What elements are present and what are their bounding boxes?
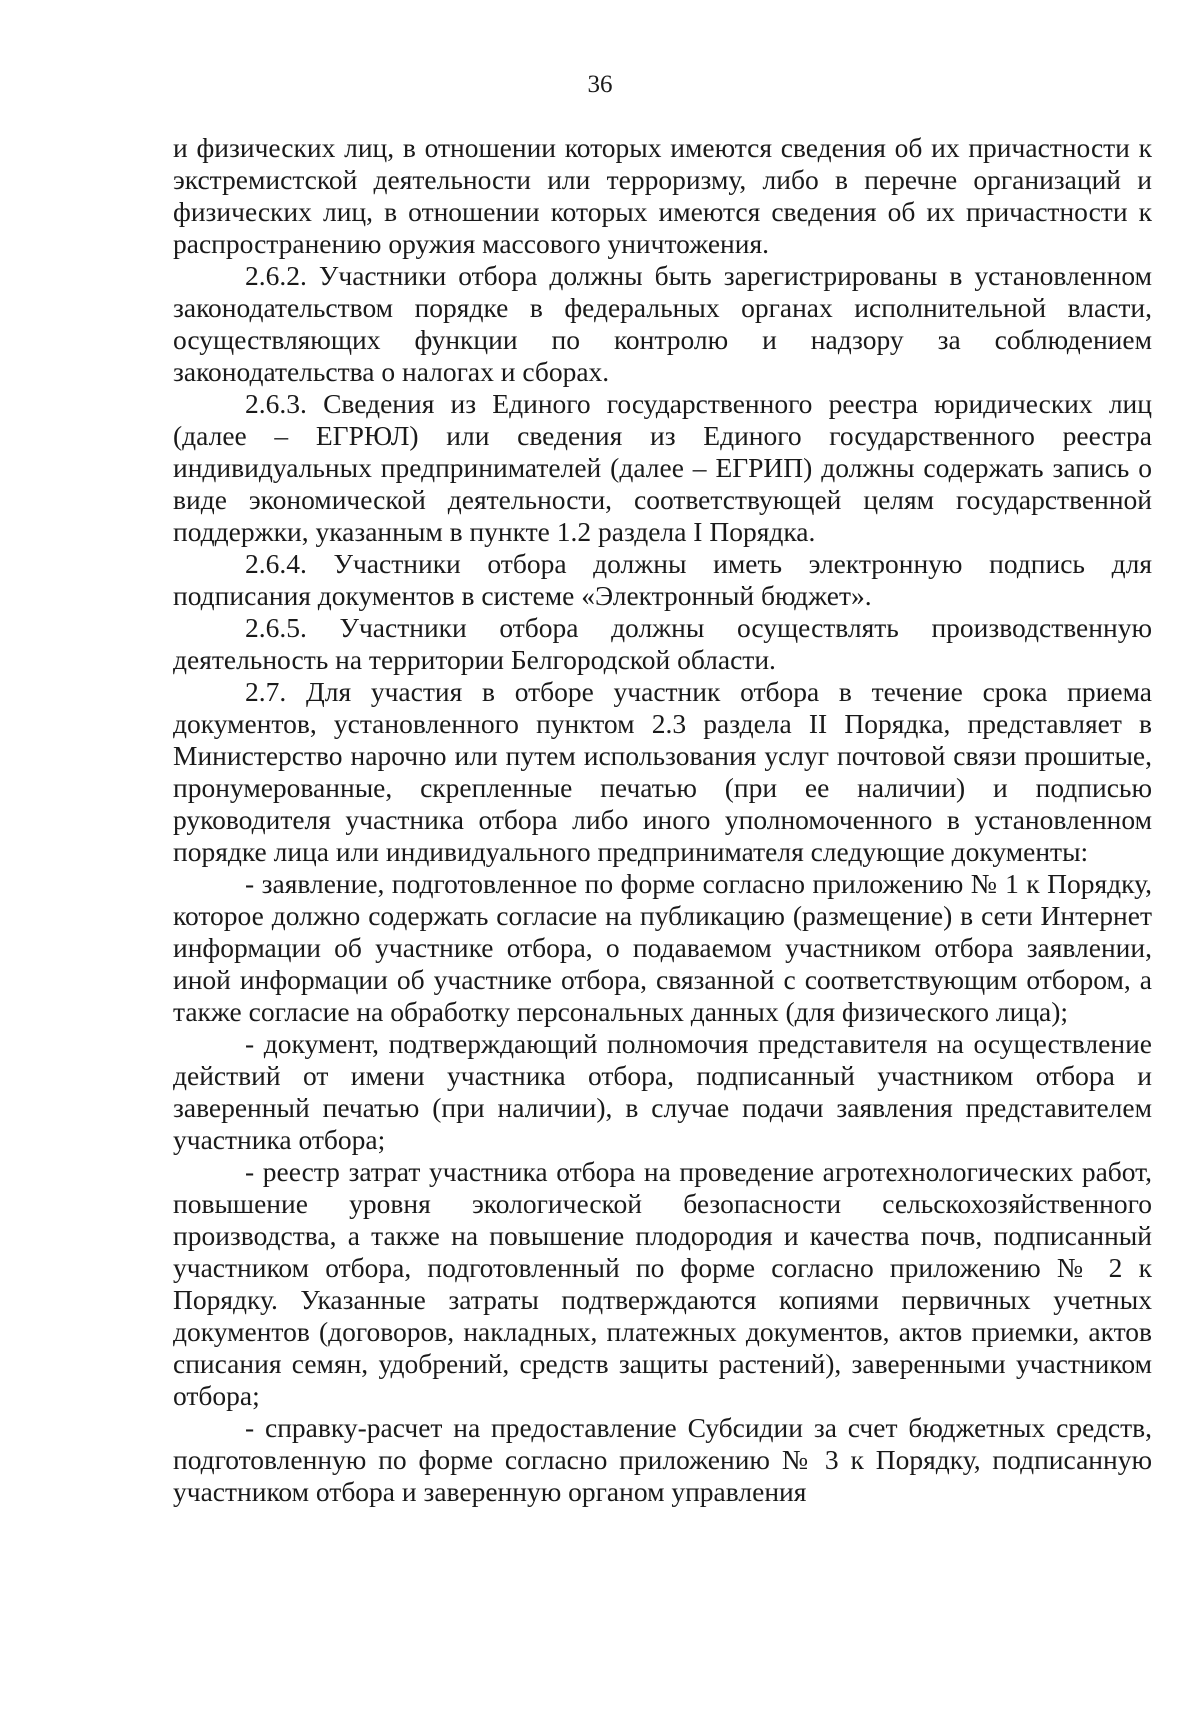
document-body xyxy=(173,132,1152,1508)
paragraph-continuation: и физических лиц, в отношении которых имеются сведения об их причастности к экстремистской деятельности или терроризму, либо в перечне организаций и физических лиц, в отношении которых имеются сведения об их причастности к распространению оружия массового уничтожения. xyxy=(173,132,1152,259)
paragraph-2-6-4: 2.6.4. Участники отбора должны иметь электронную подпись для подписания документов в системе «Электронный бюджет». xyxy=(173,548,1152,611)
list-item-cost-register: - реестр затрат участника отбора на проведение агротехнологических работ, повышение уровня экологической безопасности сельскохозяйственного производства, а также на повышение плодородия и качества почв, подписанный участником отбора, подготовленный по форме согласно приложению № 2 к Порядку. Указанные затраты подтверждаются копиями первичных учетных документов (договоров, накладных, платежных документов, актов приемки, актов списания семян, удобрений, средств защиты растений), заверенными участником отбора; xyxy=(173,1156,1152,1411)
list-item-subsidy-calculation: - справку-расчет на предоставление Субсидии за счет бюджетных средств, подготовленную по форме согласно приложению № 3 к Порядку, подписанную участником отбора и заверенную органом управления xyxy=(173,1412,1152,1507)
list-item-authority-document: - документ, подтверждающий полномочия представителя на осуществление действий от имени участника отбора, подписанный участником отбора и заверенный печатью (при наличии), в случае подачи заявления представителем участника отбора; xyxy=(173,1028,1152,1155)
page-number: 36 xyxy=(587,71,613,98)
paragraph-2-6-2: 2.6.2. Участники отбора должны быть зарегистрированы в установленном законодательством порядке в федеральных органах исполнительной власти, осуществляющих функции по контролю и надзору за соблюдением законодательства о налогах и сборах. xyxy=(173,260,1152,387)
paragraph-2-6-5: 2.6.5. Участники отбора должны осуществлять производственную деятельность на территории Белгородской области. xyxy=(173,612,1152,675)
paragraph-2-6-3: 2.6.3. Сведения из Единого государственного реестра юридических лиц (далее – ЕГРЮЛ) или сведения из Единого государственного реестра индивидуальных предпринимателей (далее – ЕГРИП) должны содержать запись о виде экономической деятельности, соответствующей целям государственной поддержки, указанным в пункте 1.2 раздела I Порядка. xyxy=(173,388,1152,547)
paragraph-2-7: 2.7. Для участия в отборе участник отбора в течение срока приема документов, установленного пунктом 2.3 раздела II Порядка, представляет в Министерство нарочно или путем использования услуг почтовой связи прошитые, пронумерованные, скрепленные печатью (при ее наличии) и подписью руководителя участника отбора либо иного уполномоченного в установленном порядке лица или индивидуального предпринимателя следующие документы: xyxy=(173,676,1152,867)
list-item-application: - заявление, подготовленное по форме согласно приложению № 1 к Порядку, которое должно содержать согласие на публикацию (размещение) в сети Интернет информации об участнике отбора, о подаваемом участником отбора заявлении, иной информации об участнике отбора, связанной с соответствующим отбором, а также согласие на обработку персональных данных (для физического лица); xyxy=(173,868,1152,1027)
